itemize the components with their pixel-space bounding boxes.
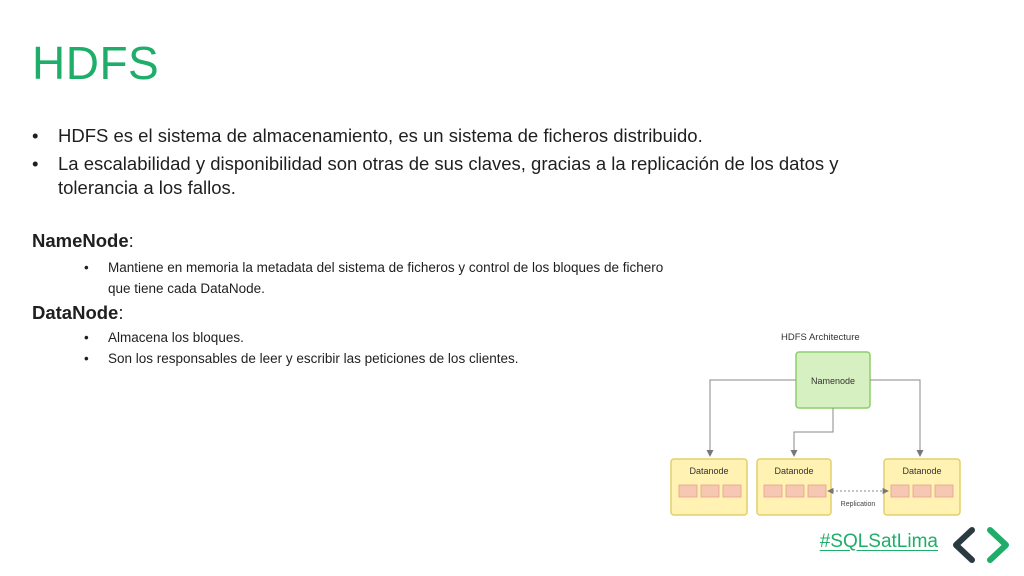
datanode-bullet-2: • Son los responsables de leer y escribir las peticiones de los clientes. [84, 348, 664, 369]
namenode-heading [32, 230, 134, 252]
slide-title: HDFS [32, 37, 160, 89]
datanode-3-block-2 [913, 485, 931, 497]
namenode-box-label: Namenode [810, 376, 856, 386]
namenode-heading-colon: : [128, 230, 134, 251]
datanode-2-label: Datanode [774, 466, 814, 476]
datanode-2-block-2 [786, 485, 804, 497]
datanode-2-block-1 [764, 485, 782, 497]
logo-right-bracket [990, 530, 1006, 560]
datanode-2 [757, 459, 831, 515]
datanode-1-label: Datanode [689, 466, 729, 476]
datanode-1 [671, 459, 747, 515]
main-bullet-1: • HDFS es el sistema de almacenamiento, es un sistema de ficheros distribuido. [30, 124, 880, 148]
datanode-1-block-3 [723, 485, 741, 497]
datanode-3 [884, 459, 960, 515]
datanode-heading [32, 302, 124, 324]
namenode-heading-label: NameNode [32, 230, 129, 251]
datanode-bullet-list [84, 327, 664, 369]
logo-left-bracket [956, 530, 972, 560]
arrow-to-datanode-1 [710, 380, 796, 456]
namenode-bullet-1: • Mantiene en memoria la metadata del sistema de ficheros y control de los bloques de fichero que tiene cada DataNode. [84, 257, 664, 299]
datanode-heading-colon: : [118, 302, 124, 323]
hdfs-architecture-diagram [668, 328, 968, 524]
arrow-to-datanode-2 [794, 408, 833, 456]
arrow-to-datanode-3 [870, 380, 920, 456]
sqlsaturday-brackets-icon [950, 526, 1012, 564]
datanode-3-block-3 [935, 485, 953, 497]
diagram-title: HDFS Architecture [781, 332, 860, 343]
datanode-3-block-1 [891, 485, 909, 497]
datanode-1-block-1 [679, 485, 697, 497]
datanode-bullet-1: • Almacena los bloques. [84, 327, 664, 348]
main-bullet-list [30, 124, 880, 204]
replication-label: Replication [840, 501, 876, 508]
main-bullet-2: • La escalabilidad y disponibilidad son otras de sus claves, gracias a la replicación de los datos y tolerancia a los fallos. [30, 152, 880, 200]
namenode-bullet-list [84, 257, 664, 299]
datanode-2-block-3 [808, 485, 826, 497]
footer-hashtag[interactable]: #SQLSatLima [819, 531, 938, 552]
datanode-1-block-2 [701, 485, 719, 497]
datanode-3-label: Datanode [902, 466, 942, 476]
datanode-heading-label: DataNode [32, 302, 119, 323]
